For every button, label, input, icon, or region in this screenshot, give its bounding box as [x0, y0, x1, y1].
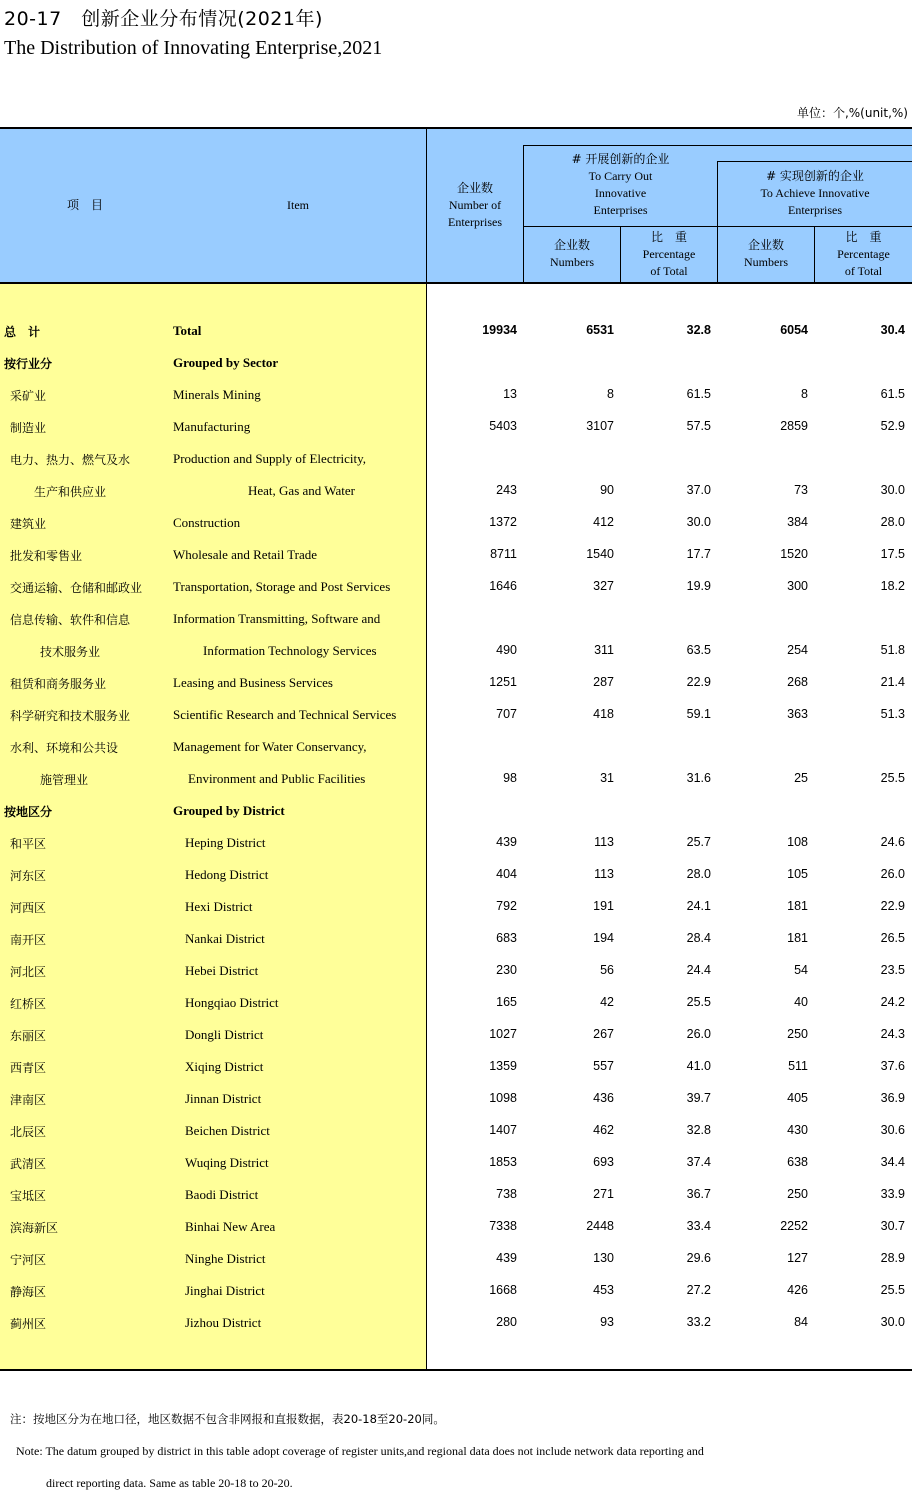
header-item-cn: [40, 197, 130, 214]
row-label-en: Manufacturing: [173, 419, 251, 434]
table-row: [0, 1275, 912, 1307]
cell-c: 311: [594, 643, 614, 657]
row-label-en: Minerals Mining: [173, 387, 261, 402]
note-en-line1: Note: The datum grouped by district in this table adopt coverage of register units,and regional data does not include network data reporting and: [16, 1444, 704, 1458]
cell-cp: 27.2: [686, 1283, 711, 1297]
cell-n: 490: [496, 643, 517, 657]
header-carry-out: [524, 151, 717, 219]
cell-cp: 33.4: [686, 1219, 711, 1233]
row-label-en: Management for Water Conservancy,: [173, 739, 367, 754]
row-label-en: Xiqing District: [185, 1059, 264, 1074]
cell-cp: 61.5: [686, 387, 711, 401]
table-row: [0, 731, 912, 763]
cell-c: 327: [593, 579, 614, 593]
cell-n: 243: [496, 483, 517, 497]
table-row: [0, 443, 912, 475]
row-label-cn: 科学研究和技术服务业: [10, 709, 131, 723]
cell-c: 8: [607, 387, 614, 401]
cell-n: 7338: [489, 1219, 517, 1233]
cell-cp: 57.5: [686, 419, 711, 433]
cell-a: 300: [787, 579, 808, 593]
table-row: [0, 603, 912, 635]
table-row: [0, 1307, 912, 1339]
row-label-cn: 河北区: [10, 965, 47, 979]
cell-a: 1520: [780, 547, 808, 561]
cell-ap: 21.4: [880, 675, 905, 689]
cell-ap: 30.6: [880, 1123, 905, 1137]
cell-a: 127: [787, 1251, 808, 1265]
row-label-cn: 河东区: [10, 869, 47, 883]
row-label-cn: 西青区: [10, 1061, 47, 1075]
cell-a: 8: [801, 387, 808, 401]
row-label-en: Heping District: [185, 835, 266, 850]
row-label-en: Transportation, Storage and Post Services: [173, 579, 391, 594]
cell-n: 683: [496, 931, 517, 945]
header-carry-out-cn: # 开展创新的企业: [571, 152, 670, 166]
cell-a: 426: [787, 1283, 808, 1297]
cell-a: 638: [787, 1155, 808, 1169]
table-row: [0, 475, 912, 507]
cell-ap: 30.4: [880, 323, 905, 337]
header-divider: [523, 145, 912, 146]
row-label-cn: 蓟州区: [10, 1317, 47, 1331]
row-label-en: Ninghe District: [185, 1251, 266, 1266]
header-carry-numbers-en: Numbers: [550, 255, 594, 269]
table-row: [0, 347, 912, 379]
table-row: [0, 987, 912, 1019]
cell-a: 40: [794, 995, 808, 1009]
cell-a: 363: [787, 707, 808, 721]
table-row: [0, 859, 912, 891]
cell-cp: 30.0: [686, 515, 711, 529]
cell-c: 42: [600, 995, 614, 1009]
cell-ap: 30.0: [880, 483, 905, 497]
table-bottom-rule: [0, 1369, 912, 1371]
header-carry-out-en2: Innovative: [594, 186, 647, 200]
row-label-cn: 静海区: [10, 1285, 47, 1299]
cell-ap: 25.5: [880, 771, 905, 785]
table-row: [0, 795, 912, 827]
cell-c: 287: [593, 675, 614, 689]
row-label-cn: 按行业分: [4, 357, 53, 371]
row-label-en: Jinghai District: [185, 1283, 265, 1298]
row-label-en: Dongli District: [185, 1027, 264, 1042]
cell-ap: 24.6: [880, 835, 905, 849]
row-label-en: Nankai District: [185, 931, 265, 946]
row-label-en: Jizhou District: [185, 1315, 262, 1330]
cell-a: 105: [787, 867, 808, 881]
row-label-cn: 建筑业: [10, 517, 47, 531]
cell-c: 1540: [586, 547, 614, 561]
cell-n: 5403: [489, 419, 517, 433]
row-label-cn: 信息传输、软件和信息: [10, 613, 131, 627]
cell-ap: 28.0: [880, 515, 905, 529]
row-label-cn: 交通运输、仓储和邮政业: [10, 581, 143, 595]
cell-n: 1027: [489, 1027, 517, 1041]
cell-a: 6054: [780, 323, 808, 337]
cell-cp: 41.0: [686, 1059, 711, 1073]
cell-cp: 36.7: [686, 1187, 711, 1201]
header-enterprises-cn: 企业数: [456, 181, 493, 195]
cell-n: 8711: [490, 547, 517, 561]
header-achieve-numbers: [718, 237, 814, 271]
row-label-en: Heat, Gas and Water: [248, 483, 356, 498]
header-enterprises-en2: Enterprises: [448, 215, 502, 229]
cell-c: 194: [593, 931, 614, 945]
row-label-cn: 水利、环境和公共设: [10, 741, 119, 755]
cell-ap: 28.9: [880, 1251, 905, 1265]
row-label-cn: 采矿业: [10, 389, 47, 403]
cell-a: 25: [794, 771, 808, 785]
cell-cp: 25.7: [686, 835, 711, 849]
cell-n: 792: [496, 899, 517, 913]
cell-a: 254: [787, 643, 808, 657]
table-row: [0, 667, 912, 699]
cell-ap: 24.3: [880, 1027, 905, 1041]
cell-cp: 19.9: [686, 579, 711, 593]
cell-ap: 30.7: [880, 1219, 905, 1233]
table-row: [0, 1179, 912, 1211]
table-row: [0, 827, 912, 859]
header-carry-numbers: [524, 237, 620, 271]
row-label-en: Baodi District: [185, 1187, 259, 1202]
cell-ap: 34.4: [880, 1155, 905, 1169]
cell-n: 738: [496, 1187, 517, 1201]
row-label-cn: 技术服务业: [40, 645, 101, 659]
table-top-rule: [0, 127, 912, 129]
cell-ap: 51.8: [880, 643, 905, 657]
row-label-cn: 总 计: [4, 325, 41, 339]
row-label-cn: 宝坻区: [10, 1189, 47, 1203]
cell-ap: 33.9: [880, 1187, 905, 1201]
cell-n: 1407: [489, 1123, 517, 1137]
cell-cp: 59.1: [686, 707, 711, 721]
row-label-cn: 宁河区: [10, 1253, 47, 1267]
row-label-en: Information Technology Services: [203, 643, 377, 658]
table-header-rule: [0, 282, 912, 284]
table-row: [0, 1211, 912, 1243]
cell-c: 93: [600, 1315, 614, 1329]
cell-c: 113: [594, 867, 614, 881]
row-label-en: Grouped by Sector: [173, 355, 279, 370]
cell-c: 90: [600, 483, 614, 497]
table-row: [0, 507, 912, 539]
cell-n: 439: [496, 835, 517, 849]
cell-c: 693: [593, 1155, 614, 1169]
table-row: [0, 891, 912, 923]
cell-ap: 36.9: [880, 1091, 905, 1105]
row-label-cn: 和平区: [10, 837, 47, 851]
cell-c: 191: [593, 899, 614, 913]
cell-cp: 31.6: [686, 771, 711, 785]
row-label-cn: 河西区: [10, 901, 47, 915]
cell-n: 19934: [482, 323, 517, 337]
header-achieve-numbers-cn: 企业数: [747, 238, 784, 252]
cell-ap: 37.6: [880, 1059, 905, 1073]
page-title-en: The Distribution of Innovating Enterprise,2021: [4, 37, 383, 59]
header-achieve-percentage-cn: 比 重: [845, 230, 882, 244]
table-row: [0, 1115, 912, 1147]
cell-c: 31: [600, 771, 614, 785]
cell-a: 250: [787, 1187, 808, 1201]
row-label-en: Total: [173, 323, 202, 338]
cell-c: 271: [593, 1187, 614, 1201]
row-label-en: Leasing and Business Services: [173, 675, 333, 690]
table-row: [0, 763, 912, 795]
header-item-cn-text: 项 目: [66, 198, 103, 212]
cell-n: 13: [503, 387, 517, 401]
cell-ap: 17.5: [880, 547, 905, 561]
cell-n: 1359: [489, 1059, 517, 1073]
header-carry-percentage-en2: of Total: [650, 264, 688, 278]
cell-n: 165: [496, 995, 517, 1009]
row-label-cn: 生产和供应业: [34, 485, 107, 499]
header-enterprises-en1: Number of: [448, 198, 502, 212]
cell-c: 418: [593, 707, 614, 721]
row-label-cn: 电力、热力、燃气及水: [10, 453, 131, 467]
cell-a: 250: [787, 1027, 808, 1041]
cell-a: 405: [787, 1091, 808, 1105]
cell-a: 73: [794, 483, 808, 497]
row-label-cn: 南开区: [10, 933, 47, 947]
table-row: [0, 571, 912, 603]
cell-a: 84: [794, 1315, 808, 1329]
table-row: [0, 1051, 912, 1083]
cell-a: 511: [788, 1059, 808, 1073]
cell-ap: 52.9: [880, 419, 905, 433]
row-label-cn: 租赁和商务服务业: [10, 677, 107, 691]
row-label-en: Hongqiao District: [185, 995, 279, 1010]
header-enterprises: [427, 180, 523, 231]
row-label-cn: 武清区: [10, 1157, 47, 1171]
row-label-cn: 北辰区: [10, 1125, 47, 1139]
cell-c: 412: [593, 515, 614, 529]
cell-n: 98: [503, 771, 517, 785]
cell-cp: 28.0: [686, 867, 711, 881]
table-row: [0, 635, 912, 667]
row-label-en: Environment and Public Facilities: [188, 771, 366, 786]
page-title-cn: 20-17 创新企业分布情况(2021年): [4, 8, 323, 30]
cell-cp: 26.0: [686, 1027, 711, 1041]
row-label-en: Jinnan District: [185, 1091, 262, 1106]
cell-c: 56: [600, 963, 614, 977]
header-achieve-percentage-en1: Percentage: [837, 247, 890, 261]
cell-c: 436: [593, 1091, 614, 1105]
cell-cp: 22.9: [686, 675, 711, 689]
table-row: [0, 923, 912, 955]
cell-n: 439: [496, 1251, 517, 1265]
header-achieve-percentage: [815, 229, 912, 280]
cell-ap: 25.5: [880, 1283, 905, 1297]
cell-ap: 51.3: [880, 707, 905, 721]
cell-a: 2859: [780, 419, 808, 433]
cell-a: 384: [787, 515, 808, 529]
table-row: [0, 411, 912, 443]
cell-cp: 25.5: [686, 995, 711, 1009]
table-row: [0, 379, 912, 411]
row-label-en: Grouped by District: [173, 803, 285, 818]
cell-ap: 61.5: [880, 387, 905, 401]
cell-cp: 37.0: [686, 483, 711, 497]
cell-c: 2448: [586, 1219, 614, 1233]
table-row: [0, 1083, 912, 1115]
cell-ap: 18.2: [880, 579, 905, 593]
header-carry-out-en1: To Carry Out: [588, 169, 653, 183]
cell-cp: 32.8: [686, 323, 711, 337]
cell-c: 557: [593, 1059, 614, 1073]
header-achieve-numbers-en: Numbers: [744, 255, 788, 269]
note-en-line2: direct reporting data. Same as table 20-18 to 20-20.: [46, 1476, 293, 1490]
row-label-en: Production and Supply of Electricity,: [173, 451, 367, 466]
table-row: [0, 1147, 912, 1179]
row-label-en: Hebei District: [185, 963, 259, 978]
row-label-cn: 东丽区: [10, 1029, 47, 1043]
cell-a: 181: [787, 931, 808, 945]
cell-cp: 39.7: [686, 1091, 711, 1105]
header-achieve-cn: # 实现创新的企业: [766, 169, 864, 183]
header-carry-percentage: [621, 229, 717, 280]
cell-c: 6531: [586, 323, 614, 337]
cell-a: 108: [787, 835, 808, 849]
cell-cp: 63.5: [686, 643, 711, 657]
row-label-en: Beichen District: [185, 1123, 270, 1138]
table-row: [0, 955, 912, 987]
header-achieve-en1: To Achieve Innovative: [760, 186, 870, 200]
cell-a: 54: [794, 963, 808, 977]
cell-c: 113: [594, 835, 614, 849]
table-row: [0, 539, 912, 571]
header-achieve: [718, 168, 912, 219]
cell-ap: 22.9: [880, 899, 905, 913]
row-label-cn: 按地区分: [4, 805, 53, 819]
cell-n: 230: [496, 963, 517, 977]
cell-cp: 24.4: [686, 963, 711, 977]
table-row: [0, 699, 912, 731]
table-row: [0, 315, 912, 347]
row-label-cn: 施管理业: [40, 773, 89, 787]
cell-n: 404: [496, 867, 517, 881]
row-label-en: Binhai New Area: [185, 1219, 276, 1234]
row-label-en: Information Transmitting, Software and: [173, 611, 381, 626]
header-achieve-percentage-en2: of Total: [844, 264, 883, 278]
cell-a: 430: [787, 1123, 808, 1137]
cell-n: 280: [496, 1315, 517, 1329]
row-label-en: Wuqing District: [185, 1155, 269, 1170]
row-label-en: Hedong District: [185, 867, 269, 882]
header-achieve-en2: Enterprises: [788, 203, 842, 217]
unit-label: 单位：个,%(unit,%): [796, 106, 908, 120]
cell-n: 1098: [489, 1091, 517, 1105]
cell-cp: 37.4: [686, 1155, 711, 1169]
cell-ap: 23.5: [880, 963, 905, 977]
cell-c: 267: [593, 1027, 614, 1041]
cell-cp: 32.8: [686, 1123, 711, 1137]
header-carry-percentage-en1: Percentage: [642, 247, 696, 261]
row-label-en: Hexi District: [185, 899, 253, 914]
row-label-en: Construction: [173, 515, 241, 530]
cell-cp: 17.7: [686, 547, 711, 561]
cell-ap: 24.2: [880, 995, 905, 1009]
cell-n: 1646: [489, 579, 517, 593]
cell-ap: 26.5: [880, 931, 905, 945]
cell-cp: 24.1: [686, 899, 711, 913]
cell-a: 2252: [780, 1219, 808, 1233]
cell-c: 462: [593, 1123, 614, 1137]
table-row: [0, 1019, 912, 1051]
cell-a: 268: [787, 675, 808, 689]
cell-n: 1372: [489, 515, 517, 529]
header-item-en: Item: [287, 198, 309, 212]
row-label-cn: 滨海新区: [10, 1221, 59, 1235]
row-label-cn: 批发和零售业: [10, 549, 83, 563]
header-divider: [717, 161, 912, 162]
cell-n: 1853: [489, 1155, 517, 1169]
table-row: [0, 1243, 912, 1275]
cell-n: 1251: [489, 675, 517, 689]
cell-a: 181: [787, 899, 808, 913]
cell-n: 1668: [489, 1283, 517, 1297]
cell-ap: 26.0: [880, 867, 905, 881]
cell-n: 707: [496, 707, 517, 721]
row-label-cn: 制造业: [10, 421, 47, 435]
cell-ap: 30.0: [880, 1315, 905, 1329]
header-carry-out-en3: Enterprises: [593, 203, 648, 217]
cell-c: 130: [593, 1251, 614, 1265]
row-label-cn: 红桥区: [10, 997, 47, 1011]
cell-cp: 29.6: [686, 1251, 711, 1265]
row-label-en: Scientific Research and Technical Services: [173, 707, 397, 722]
header-divider: [523, 226, 912, 227]
cell-cp: 33.2: [686, 1315, 711, 1329]
row-label-en: Wholesale and Retail Trade: [173, 547, 318, 562]
cell-cp: 28.4: [686, 931, 711, 945]
cell-c: 453: [593, 1283, 614, 1297]
header-carry-percentage-cn: 比 重: [650, 230, 687, 244]
header-carry-numbers-cn: 企业数: [553, 238, 590, 252]
row-label-cn: 津南区: [10, 1093, 47, 1107]
note-cn: 注：按地区分为在地口径，地区数据不包含非网报和直报数据，表20-18至20-20同。: [10, 1412, 445, 1426]
cell-c: 3107: [586, 419, 614, 433]
